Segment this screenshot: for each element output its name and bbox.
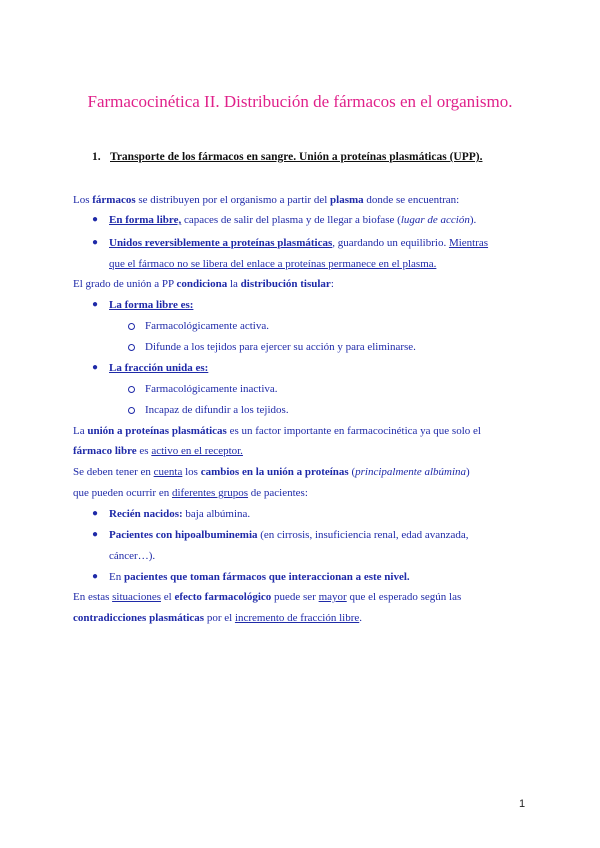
document-title: Farmacocinética II. Distribución de fármacos en el organismo.: [87, 92, 513, 111]
paragraph-intro: Los fármacos se distribuyen por el organismo a partir del plasma donde se encuentran:: [73, 194, 460, 206]
bullet-icon: ●: [92, 237, 99, 248]
circle-bullet-icon: [128, 344, 135, 351]
list-item-bound-form-continued: que el fármaco no se libera del enlace a proteínas permanece en el plasma.: [109, 258, 437, 270]
circle-bullet-icon: [128, 407, 135, 414]
circle-bullet-icon: [128, 323, 135, 330]
list-item-free-form-is: La forma libre es:: [109, 299, 194, 311]
list-item-newborns: Recién nacidos: baja albúmina.: [109, 508, 251, 520]
sub-item-diffuses: Difunde a los tejidos para ejercer su acción y para eliminarse.: [145, 341, 416, 353]
bullet-icon: ●: [92, 571, 99, 582]
section-heading: [92, 151, 482, 163]
bullet-icon: ●: [92, 214, 99, 225]
list-item-bound-fraction-is: La fracción unida es:: [109, 362, 209, 374]
bullet-icon: ●: [92, 529, 99, 540]
list-item-interacting-drugs: En pacientes que toman fármacos que interaccionan a este nivel.: [109, 571, 410, 583]
paragraph-importance-continued: fármaco libre es activo en el receptor.: [73, 445, 243, 457]
sub-item-active: Farmacológicamente activa.: [145, 320, 269, 332]
paragraph-importance: La unión a proteínas plasmáticas es un factor importante en farmacocinética ya que solo el: [73, 425, 481, 437]
bullet-icon: ●: [92, 299, 99, 310]
paragraph-situations-continued: contradicciones plasmáticas por el incremento de fracción libre.: [73, 612, 362, 624]
list-item-free-form: En forma libre, capaces de salir del plasma y de llegar a biofase (lugar de acción).: [109, 214, 477, 226]
section-number: 1.: [92, 151, 101, 163]
list-item-hypoalbuminemia-continued: cáncer…).: [109, 550, 156, 562]
page-number: 1: [519, 798, 526, 810]
list-item-hypoalbuminemia: Pacientes con hipoalbuminemia (en cirrosis, insuficiencia renal, edad avanzada,: [109, 529, 469, 541]
section-heading-text: Transporte de los fármacos en sangre. Unión a proteínas plasmáticas (UPP).: [110, 151, 483, 163]
paragraph-binding-degree: El grado de unión a PP condiciona la distribución tisular:: [73, 278, 334, 290]
sub-item-cannot-diffuse: Incapaz de difundir a los tejidos.: [145, 404, 289, 416]
sub-item-inactive: Farmacológicamente inactiva.: [145, 383, 278, 395]
list-item-bound-form: Unidos reversiblemente a proteínas plasmáticas, guardando un equilibrio. Mientras: [109, 237, 489, 249]
bullet-icon: ●: [92, 508, 99, 519]
paragraph-changes-continued: que pueden ocurrir en diferentes grupos de pacientes:: [73, 487, 308, 499]
bullet-icon: ●: [92, 362, 99, 373]
circle-bullet-icon: [128, 386, 135, 393]
paragraph-situations: En estas situaciones el efecto farmacológico puede ser mayor que el esperado según las: [73, 591, 462, 603]
paragraph-changes: Se deben tener en cuenta los cambios en la unión a proteínas (principalmente albúmina): [73, 466, 470, 478]
